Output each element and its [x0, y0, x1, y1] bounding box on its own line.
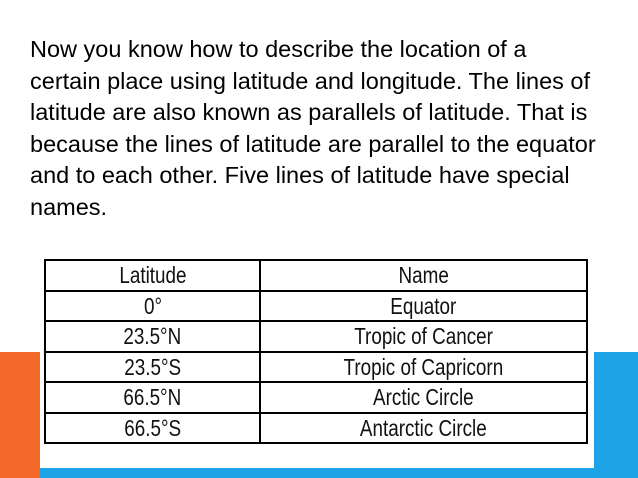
table-row: [45, 291, 587, 322]
cell-name: [260, 291, 587, 322]
table-row: [45, 321, 587, 352]
table-row: [45, 382, 587, 413]
cell-name-text: Tropic of Capricorn: [343, 353, 504, 380]
blue-accent-bottom-strip: [40, 468, 594, 478]
cell-latitude-text: 23.5°N: [123, 323, 182, 350]
cell-latitude-text: 66.5°N: [123, 384, 182, 411]
cell-latitude-text: 0°: [143, 292, 162, 319]
header-name: [260, 260, 587, 291]
cell-latitude: [45, 413, 260, 444]
header-latitude: [45, 260, 260, 291]
cell-name: [260, 382, 587, 413]
cell-latitude: [45, 291, 260, 322]
header-name-label: Name: [398, 262, 449, 289]
cell-latitude: [45, 352, 260, 383]
cell-latitude: [45, 382, 260, 413]
cell-latitude-text: 66.5°S: [124, 414, 182, 441]
cell-name-text: Equator: [390, 292, 457, 319]
cell-latitude: [45, 321, 260, 352]
cell-name: [260, 413, 587, 444]
cell-name: [260, 321, 587, 352]
table-row: [45, 352, 587, 383]
cell-name: [260, 352, 587, 383]
body-paragraph: Now you know how to describe the location of a certain place using latitude and longitude. The lines of latitude are also known as parallels of latitude. That is because the lines of latitude are parallel to the equator and to each other. Five lines of latitude have special names.: [30, 36, 596, 220]
header-latitude-label: Latitude: [119, 262, 187, 289]
latitude-table: [44, 259, 588, 444]
table-header-row: [45, 260, 587, 291]
orange-accent-bar: [0, 352, 40, 478]
cell-name-text: Tropic of Cancer: [354, 323, 493, 350]
cell-latitude-text: 23.5°S: [124, 353, 182, 380]
cell-name-text: Antarctic Circle: [360, 414, 488, 441]
cell-name-text: Arctic Circle: [373, 384, 474, 411]
blue-accent-bar: [594, 352, 638, 478]
table-row: [45, 413, 587, 444]
